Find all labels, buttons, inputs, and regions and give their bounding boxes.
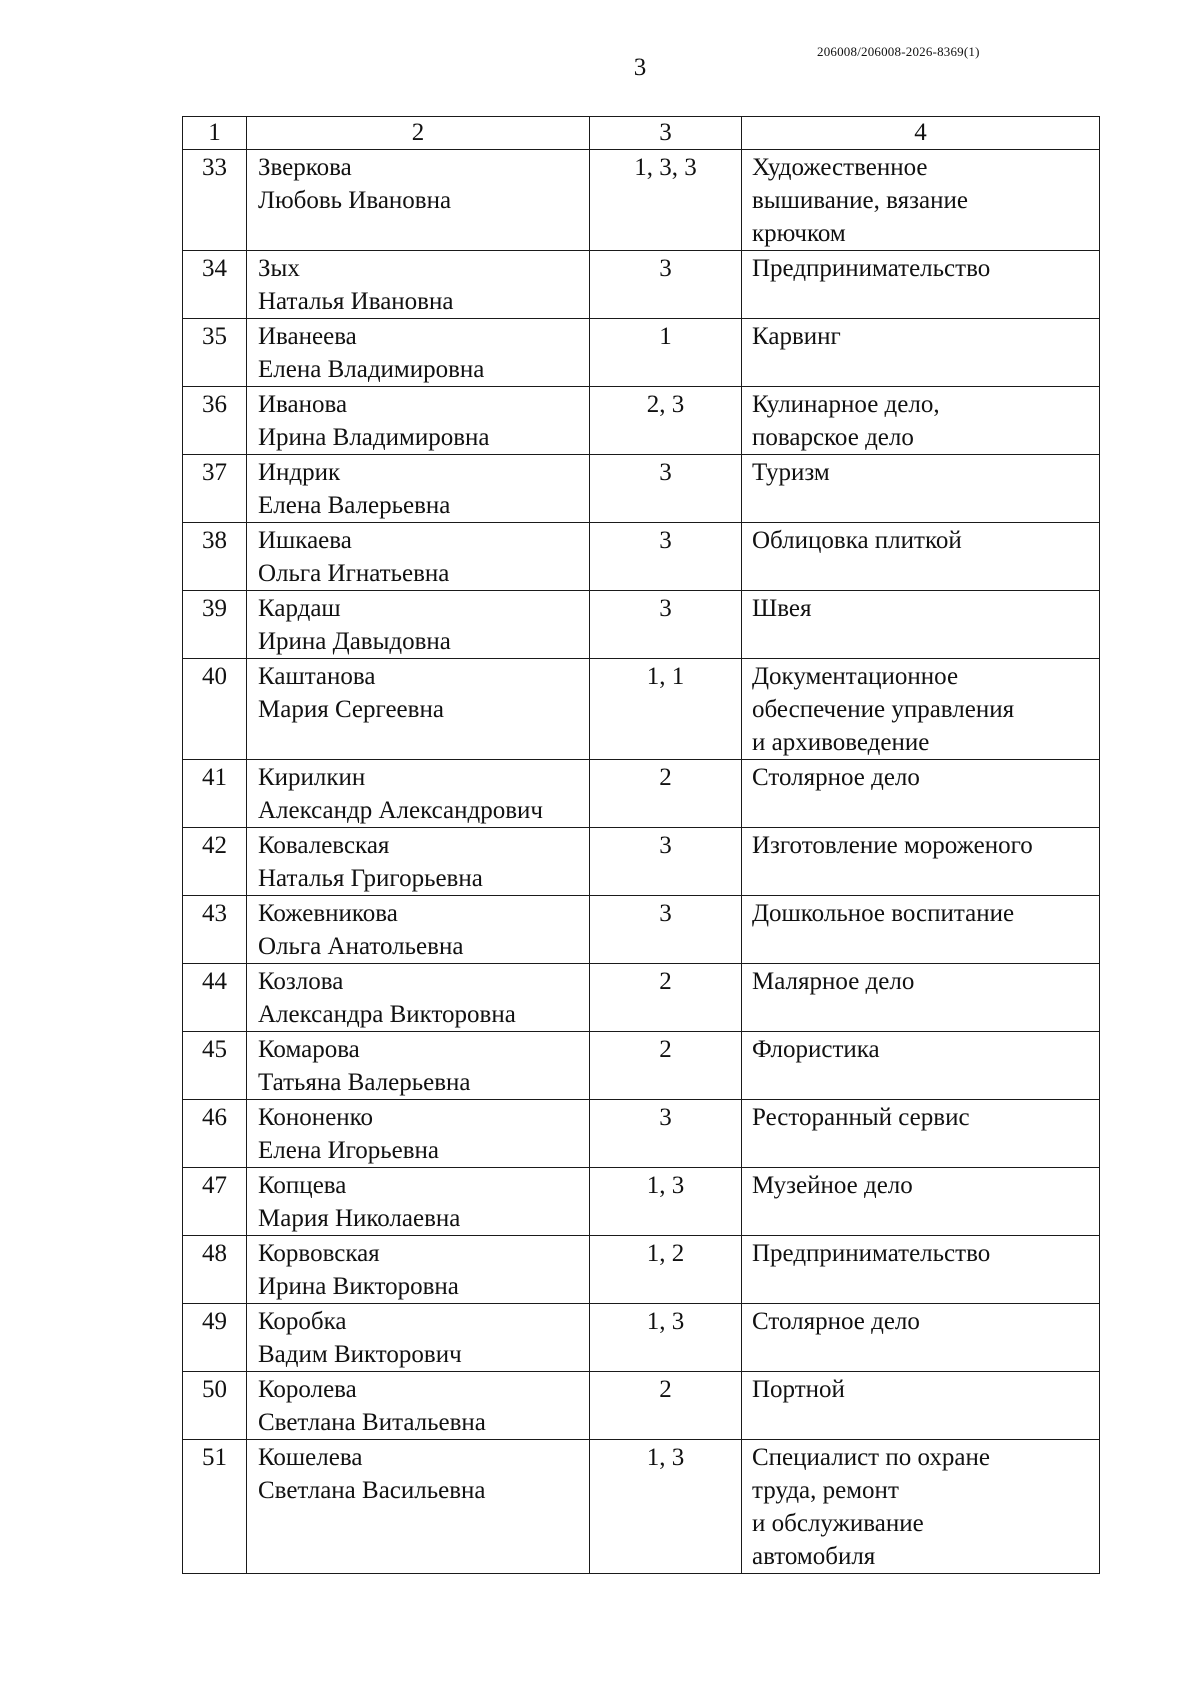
person-name-cell [247,150,590,251]
person-name-cell [247,1236,590,1304]
person-surname: Каштанова [258,663,376,690]
person-name-cell [247,1440,590,1574]
person-given-names: Мария Николаевна [258,1205,461,1232]
table-row [183,964,1100,1032]
person-surname: Индрик [258,459,341,486]
person-surname: Ишкаева [258,527,352,554]
person-given-names: Светлана Васильевна [258,1477,486,1504]
row-number: 35 [183,319,247,387]
table-row [183,1100,1100,1168]
table-row [183,1168,1100,1236]
specialty-line: Малярное дело [752,968,915,995]
person-surname: Кардаш [258,595,341,622]
table-row [183,591,1100,659]
person-given-names: Ирина Викторовна [258,1273,459,1300]
person-surname: Иванова [258,391,348,418]
specialty-cell [742,455,1100,523]
person-given-names: Любовь Ивановна [258,187,452,214]
category-codes: 1, 3 [590,1168,742,1236]
specialty-cell [742,1236,1100,1304]
person-given-names: Ольга Игнатьевна [258,560,450,587]
specialty-cell [742,1304,1100,1372]
category-codes: 3 [590,896,742,964]
person-name-cell [247,387,590,455]
table-row [183,1236,1100,1304]
category-codes: 3 [590,523,742,591]
table-row [183,896,1100,964]
specialty-line: Музейное дело [752,1172,913,1199]
person-surname: Иванеева [258,323,357,350]
table-row [183,828,1100,896]
row-number: 33 [183,150,247,251]
category-codes: 2 [590,964,742,1032]
person-given-names: Елена Игорьевна [258,1137,440,1164]
person-name-cell [247,760,590,828]
person-name-cell [247,659,590,760]
specialty-line: Столярное дело [752,764,920,791]
specialty-line: Флористика [752,1036,880,1063]
specialty-cell [742,1032,1100,1100]
category-codes: 3 [590,1100,742,1168]
table-row [183,1304,1100,1372]
specialty-line: и обслуживание [752,1510,924,1537]
document-registration-code: 206008/206008-2026-8369(1) [817,44,980,59]
specialty-line: Документационное [752,663,959,690]
person-name-cell [247,591,590,659]
specialty-line: поварское дело [752,424,914,451]
row-number: 46 [183,1100,247,1168]
category-codes: 1 [590,319,742,387]
person-name-cell [247,523,590,591]
person-name-cell [247,964,590,1032]
person-given-names: Елена Владимировна [258,356,485,383]
specialty-cell [742,251,1100,319]
specialty-line: автомобиля [752,1543,876,1570]
table-row [183,455,1100,523]
specialty-line: и архивоведение [752,729,930,756]
specialty-cell [742,1440,1100,1574]
category-codes: 2 [590,760,742,828]
person-surname: Кошелева [258,1444,363,1471]
row-number: 50 [183,1372,247,1440]
person-name-cell [247,1100,590,1168]
specialty-line: Кулинарное дело, [752,391,940,418]
column-header-1: 1 [183,117,247,150]
person-surname: Кононенко [258,1104,374,1131]
row-number: 48 [183,1236,247,1304]
table-row [183,251,1100,319]
specialty-cell [742,1100,1100,1168]
person-given-names: Александр Александрович [258,797,543,824]
person-given-names: Ольга Анатольевна [258,933,464,960]
category-codes: 3 [590,828,742,896]
person-given-names: Вадим Викторович [258,1341,462,1368]
person-given-names: Наталья Ивановна [258,288,454,315]
table-row [183,1440,1100,1574]
person-surname: Кирилкин [258,764,366,791]
category-codes: 2 [590,1032,742,1100]
specialty-cell [742,591,1100,659]
table-row [183,1032,1100,1100]
person-name-cell [247,1304,590,1372]
specialty-cell [742,387,1100,455]
row-number: 34 [183,251,247,319]
specialty-line: Художественное [752,154,928,181]
specialty-cell [742,319,1100,387]
person-surname: Козлова [258,968,344,995]
row-number: 45 [183,1032,247,1100]
table-row [183,659,1100,760]
specialty-cell [742,523,1100,591]
person-given-names: Татьяна Валерьевна [258,1069,471,1096]
specialty-line: Карвинг [752,323,841,350]
participants-table [182,116,1100,1574]
specialty-line: обеспечение управления [752,696,1015,723]
person-given-names: Мария Сергеевна [258,696,444,723]
table-row [183,319,1100,387]
category-codes: 1, 3 [590,1440,742,1574]
person-given-names: Светлана Витальевна [258,1409,486,1436]
person-surname: Королева [258,1376,357,1403]
specialty-line: Ресторанный сервис [752,1104,970,1131]
specialty-line: Облицовка плиткой [752,527,962,554]
category-codes: 1, 3 [590,1304,742,1372]
specialty-cell [742,150,1100,251]
row-number: 47 [183,1168,247,1236]
specialty-line: Предпринимательство [752,1240,991,1267]
person-given-names: Елена Валерьевна [258,492,451,519]
specialty-line: Предпринимательство [752,255,991,282]
table-row [183,387,1100,455]
table-row [183,760,1100,828]
category-codes: 3 [590,251,742,319]
specialty-cell [742,1372,1100,1440]
person-surname: Ковалевская [258,832,390,859]
row-number: 39 [183,591,247,659]
person-name-cell [247,1032,590,1100]
specialty-cell [742,896,1100,964]
specialty-line: труда, ремонт [752,1477,899,1504]
row-number: 42 [183,828,247,896]
person-name-cell [247,1168,590,1236]
row-number: 40 [183,659,247,760]
category-codes: 1, 2 [590,1236,742,1304]
specialty-line: крючком [752,220,846,247]
specialty-cell [742,828,1100,896]
person-given-names: Наталья Григорьевна [258,865,483,892]
page-number: 3 [633,54,647,81]
person-name-cell [247,455,590,523]
category-codes: 3 [590,591,742,659]
person-name-cell [247,828,590,896]
person-given-names: Ирина Давыдовна [258,628,451,655]
specialty-line: вышивание, вязание [752,187,968,214]
row-number: 44 [183,964,247,1032]
category-codes: 2, 3 [590,387,742,455]
specialty-line: Столярное дело [752,1308,920,1335]
person-surname: Комарова [258,1036,360,1063]
specialty-line: Изготовление мороженого [752,832,1033,859]
specialty-line: Туризм [752,459,830,486]
column-header-4: 4 [742,117,1100,150]
participants-table-container [182,116,1099,1574]
column-header-3: 3 [590,117,742,150]
specialty-line: Специалист по охране [752,1444,990,1471]
table-header [183,117,1100,150]
person-given-names: Ирина Владимировна [258,424,490,451]
person-surname: Зверкова [258,154,352,181]
column-header-2: 2 [247,117,590,150]
row-number: 38 [183,523,247,591]
person-name-cell [247,251,590,319]
table-row [183,150,1100,251]
table-row [183,523,1100,591]
specialty-cell [742,659,1100,760]
specialty-line: Швея [752,595,812,622]
row-number: 37 [183,455,247,523]
row-number: 49 [183,1304,247,1372]
table-body [183,150,1100,1574]
specialty-cell [742,1168,1100,1236]
category-codes: 1, 3, 3 [590,150,742,251]
person-surname: Коробка [258,1308,347,1335]
specialty-line: Портной [752,1376,845,1403]
person-name-cell [247,1372,590,1440]
row-number: 43 [183,896,247,964]
person-surname: Копцева [258,1172,347,1199]
row-number: 41 [183,760,247,828]
row-number: 51 [183,1440,247,1574]
header-row [183,117,1100,150]
category-codes: 3 [590,455,742,523]
specialty-line: Дошкольное воспитание [752,900,1015,927]
specialty-cell [742,760,1100,828]
category-codes: 1, 1 [590,659,742,760]
person-surname: Кожевникова [258,900,398,927]
category-codes: 2 [590,1372,742,1440]
person-given-names: Александра Викторовна [258,1001,516,1028]
specialty-cell [742,964,1100,1032]
person-name-cell [247,896,590,964]
row-number: 36 [183,387,247,455]
person-name-cell [247,319,590,387]
person-surname: Зых [258,255,300,282]
table-row [183,1372,1100,1440]
person-surname: Корвовская [258,1240,380,1267]
